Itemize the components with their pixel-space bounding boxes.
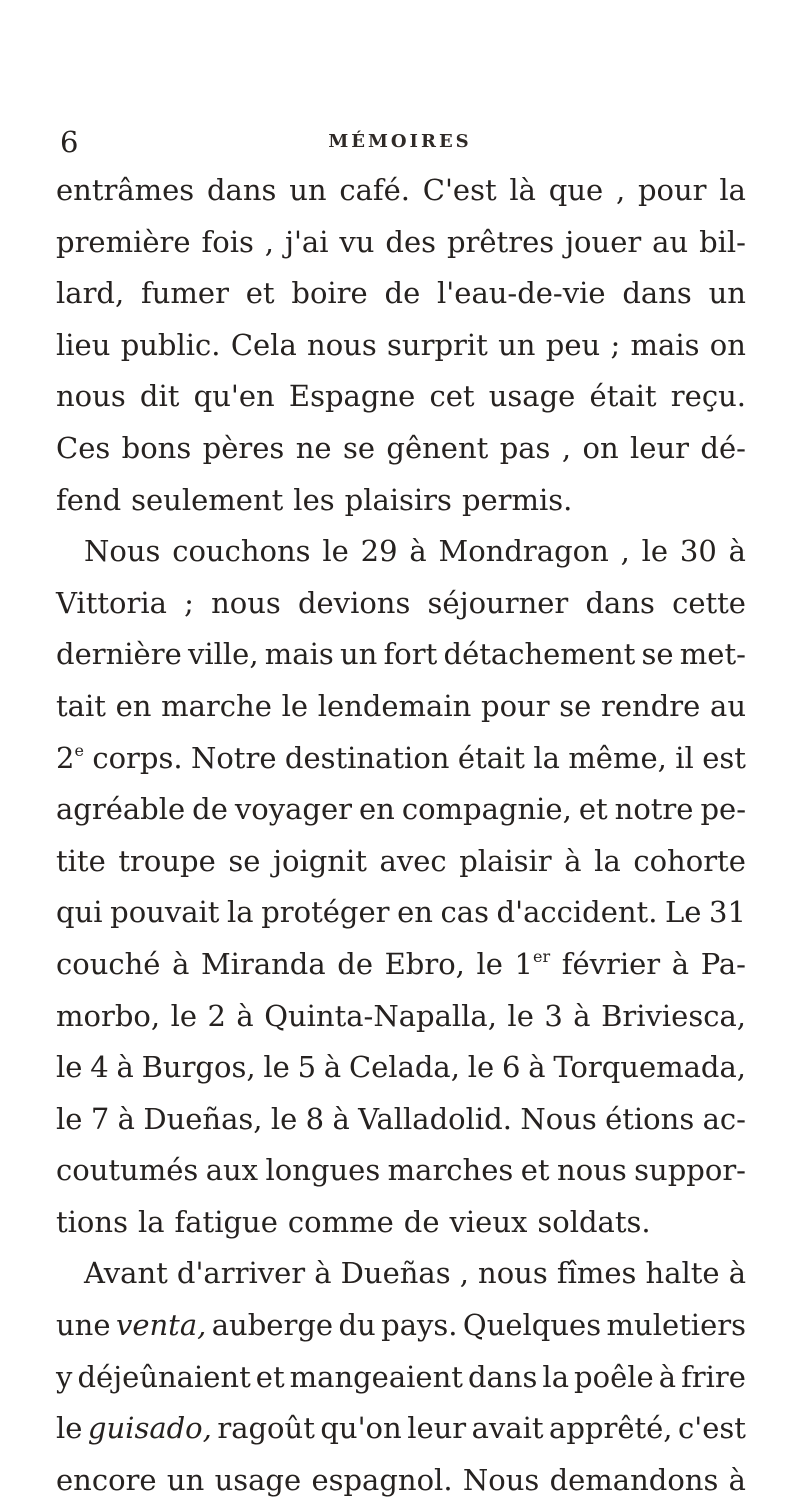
text-line: encore un usage espagnol. Nous demandons à [56, 1462, 746, 1497]
text-line: qui pouvait la protéger en cas d'accident. Le 31 [56, 895, 746, 930]
page-header [0, 124, 800, 164]
text-line: une venta, auberge du pays. Quelques muletiers [56, 1308, 746, 1343]
running-head: MÉMOIRES [328, 131, 472, 152]
text-line: y déjeûnaient et mangeaient dans la poêle à frire [56, 1359, 746, 1394]
text-line: lard, fumer et boire de l'eau-de-vie dans un [56, 276, 746, 311]
text-line: lieu public. Cela nous surprit un peu ; mais on [56, 327, 746, 362]
text-line: Nous couchons le 29 à Mondragon , le 30 à [84, 534, 746, 569]
text-line: Ces bons pères ne se gênent pas , on leur dé- [56, 430, 746, 465]
text-line: 2e corps. Notre destination était la même, il est [56, 740, 746, 775]
text-line: le 7 à Dueñas, le 8 à Valladolid. Nous étions ac- [56, 1101, 746, 1136]
text-line: morbo, le 2 à Quinta-Napalla, le 3 à Briviesca, [56, 998, 746, 1033]
text-line: tite troupe se joignit avec plaisir à la cohorte [56, 843, 746, 878]
page-number: 6 [60, 125, 79, 159]
text-line: coutumés aux longues marches et nous suppor- [56, 1153, 746, 1188]
text-line: agréable de voyager en compagnie, et notre pe- [56, 792, 746, 827]
text-line: tions la fatigue comme de vieux soldats. [56, 1204, 651, 1239]
text-line: dernière ville, mais un fort détachement se met- [56, 637, 746, 672]
text-line: couché à Miranda de Ebro, le 1er février à Pa- [56, 946, 746, 981]
text-line: Avant d'arriver à Dueñas , nous fîmes halte à [84, 1256, 746, 1291]
text-line: nous dit qu'en Espagne cet usage était reçu. [56, 379, 746, 414]
body-text [56, 165, 746, 1506]
text-line: Vittoria ; nous devions séjourner dans cette [56, 585, 746, 620]
text-line: le 4 à Burgos, le 5 à Celada, le 6 à Torquemada, [56, 1050, 746, 1085]
text-line: le guisado, ragoût qu'on leur avait apprêté, c'est [56, 1411, 746, 1446]
text-line: entrâmes dans un café. C'est là que , pour la [56, 173, 746, 207]
text-line: tait en marche le lendemain pour se rendre au [56, 688, 746, 723]
text-line: première fois , j'ai vu des prêtres jouer au bil- [56, 224, 746, 259]
text-line: fend seulement les plaisirs permis. [56, 482, 573, 517]
